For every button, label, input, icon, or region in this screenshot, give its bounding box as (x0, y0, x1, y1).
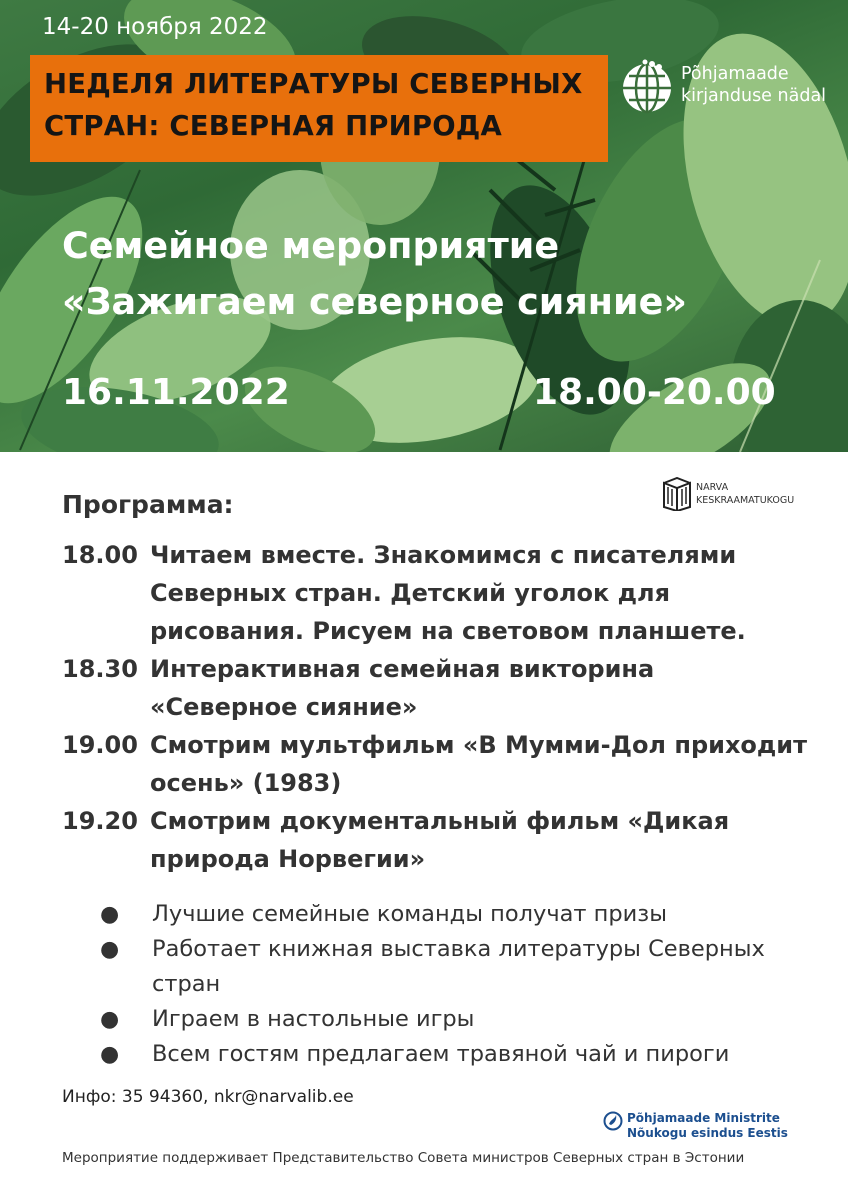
list-item-text: Всем гостям предлагаем травяной чай и пироги (152, 1041, 730, 1067)
festival-title (30, 55, 608, 162)
schedule-description (150, 726, 832, 802)
schedule-time: 19.00 (62, 731, 138, 759)
schedule-item (62, 650, 832, 726)
support-note: Мероприятие поддерживает Представительство Совета министров Северных стран в Эстонии (62, 1150, 745, 1166)
description-line: осень» (1983) (150, 769, 342, 797)
description-line: Читаем вместе. Знакомимся с писателями (150, 541, 737, 569)
list-item-text: стран (152, 971, 221, 997)
list-item-text: Работает книжная выставка литературы Северных (152, 936, 765, 962)
nm-logo-line: Põhjamaade Ministrite (627, 1111, 780, 1125)
schedule-time: 18.00 (62, 541, 138, 569)
description-line: Интерактивная семейная викторина (150, 655, 655, 683)
festival-dates: 14-20 ноября 2022 (42, 14, 268, 40)
highlights-list (100, 897, 820, 1072)
description-line: природа Норвегии» (150, 845, 426, 873)
description-line: рисования. Рисуем на световом планшете. (150, 617, 746, 645)
event-title-line: Семейное мероприятие (62, 224, 560, 267)
narva-library-logo (662, 477, 832, 513)
bullet-icon: ● (100, 1007, 120, 1032)
description-line: Северных стран. Детский уголок для (150, 579, 671, 607)
bullet-icon: ● (100, 902, 120, 927)
schedule-item (62, 536, 832, 650)
globe-icon (619, 58, 675, 114)
festival-title-line: НЕДЕЛЯ ЛИТЕРАТУРЫ СЕВЕРНЫХ (44, 68, 583, 100)
list-item (100, 1037, 820, 1072)
program-schedule (62, 536, 832, 878)
program-heading: Программа: (62, 490, 234, 519)
bullet-icon: ● (100, 1042, 120, 1067)
schedule-time: 19.20 (62, 807, 138, 835)
schedule-item (62, 726, 832, 802)
header-banner (0, 0, 848, 452)
event-title-line: «Зажигаем северное сияние» (62, 280, 687, 323)
list-item-text: Играем в настольные игры (152, 1006, 475, 1032)
bullet-icon: ● (100, 937, 120, 962)
book-icon (662, 477, 692, 511)
nm-logo-line: Nõukogu esindus Eestis (627, 1126, 788, 1140)
schedule-item (62, 802, 832, 878)
logo-line: Põhjamaade (681, 64, 789, 84)
logo-line: kirjanduse nädal (681, 86, 827, 106)
description-line: «Северное сияние» (150, 693, 418, 721)
schedule-description (150, 650, 832, 726)
schedule-description (150, 802, 832, 878)
event-time: 18.00-20.00 (533, 372, 776, 413)
description-line: Смотрим документальный фильм «Дикая (150, 807, 730, 835)
nordic-literature-week-logo (619, 58, 839, 114)
event-title (62, 218, 802, 330)
nordic-swan-icon (603, 1110, 623, 1132)
description-line: Смотрим мультфильм «В Мумми-Дол приходит (150, 731, 808, 759)
festival-title-line: СТРАН: СЕВЕРНАЯ ПРИРОДА (44, 110, 502, 142)
schedule-description (150, 536, 832, 650)
nordic-council-logo (603, 1110, 803, 1144)
list-item-text: Лучшие семейные команды получат призы (152, 901, 668, 927)
contact-info: Инфо: 35 94360, nkr@narvalib.ee (62, 1087, 354, 1107)
narva-logo-line: KESKRAAMATUKOGU (696, 495, 795, 506)
list-item (100, 932, 820, 1002)
list-item (100, 1002, 820, 1037)
event-date: 16.11.2022 (62, 372, 290, 413)
list-item (100, 897, 820, 932)
schedule-time: 18.30 (62, 655, 138, 683)
narva-logo-line: NARVA (696, 482, 729, 493)
